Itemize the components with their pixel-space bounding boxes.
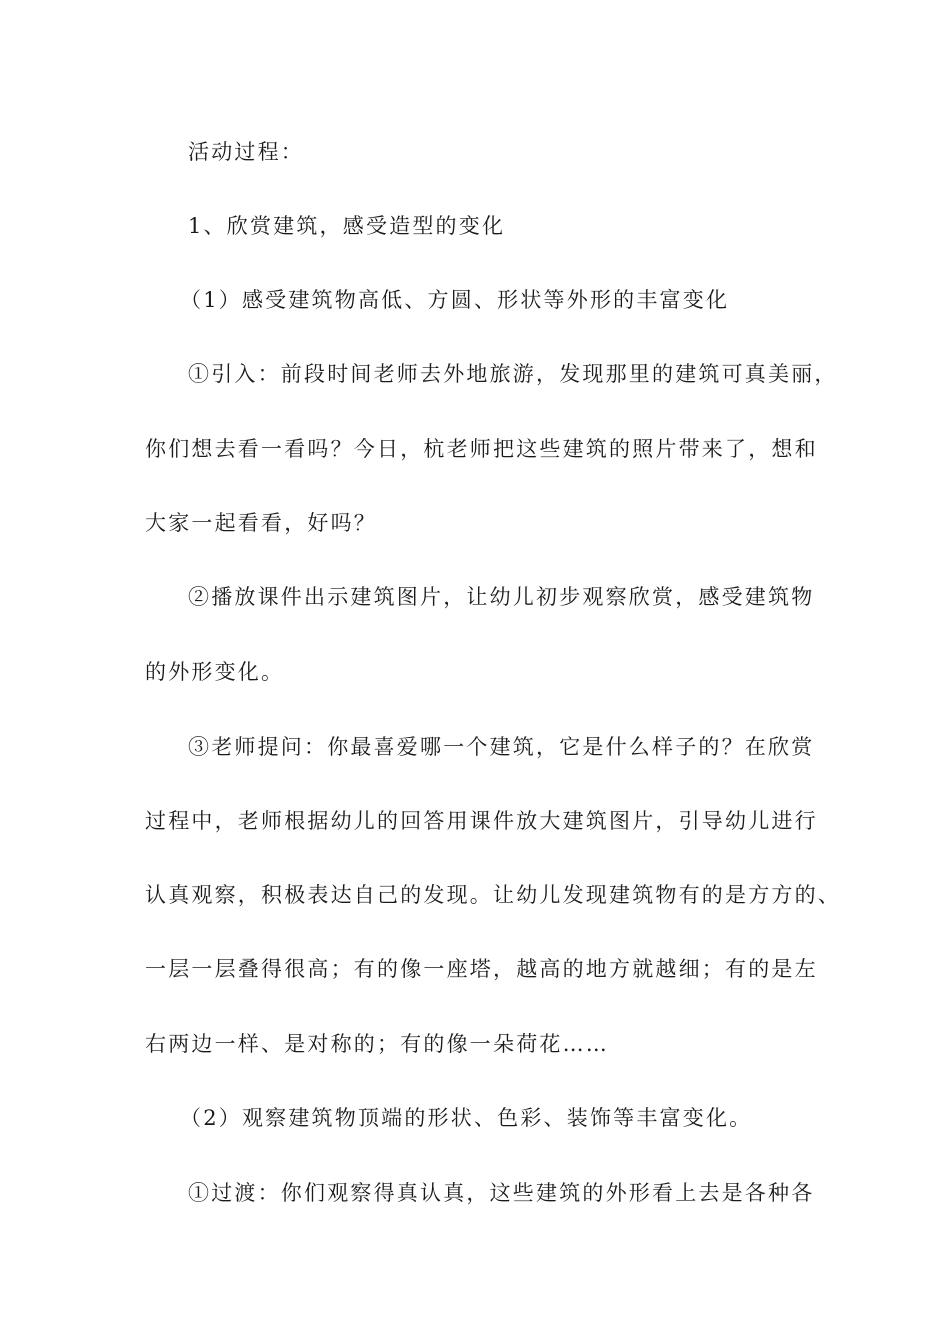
subsection-heading: 1、欣赏建筑，感受造型的变化 (188, 214, 506, 238)
paragraph-line: 认真观察，积极表达自己的发现。让幼儿发现建筑物有的是方方的、 (145, 883, 841, 907)
paragraph-line: 右两边一样、是对称的；有的像一朵荷花…… (145, 1032, 609, 1056)
paragraph-line: 过程中，老师根据幼儿的回答用课件放大建筑图片，引导幼儿进行 (145, 809, 818, 833)
paragraph-line: ③老师提问：你最喜爱哪一个建筑，它是什么样子的？在欣赏 (188, 735, 815, 759)
paragraph-line: ①引入：前段时间老师去外地旅游，发现那里的建筑可真美丽， (188, 362, 838, 386)
paragraph-line: 一层一层叠得很高；有的像一座塔，越高的地方就越细；有的是左 (145, 957, 818, 981)
paragraph-line: ①过渡：你们观察得真认真，这些建筑的外形看上去是各种各 (188, 1181, 815, 1205)
paragraph-line: 大家一起看看，好吗？ (145, 511, 377, 535)
paragraph-line: 你们想去看一看吗？今日，杭老师把这些建筑的照片带来了，想和 (145, 437, 818, 461)
paragraph-line: ②播放课件出示建筑图片，让幼儿初步观察欣赏，感受建筑物 (188, 585, 815, 609)
paragraph-line: 的外形变化。 (145, 660, 285, 684)
item-heading-2: （2）观察建筑物顶端的形状、色彩、装饰等丰富变化。 (180, 1106, 753, 1130)
item-heading-1: （1）感受建筑物高低、方圆、形状等外形的丰富变化 (180, 288, 730, 312)
section-heading: 活动过程： (188, 140, 304, 164)
